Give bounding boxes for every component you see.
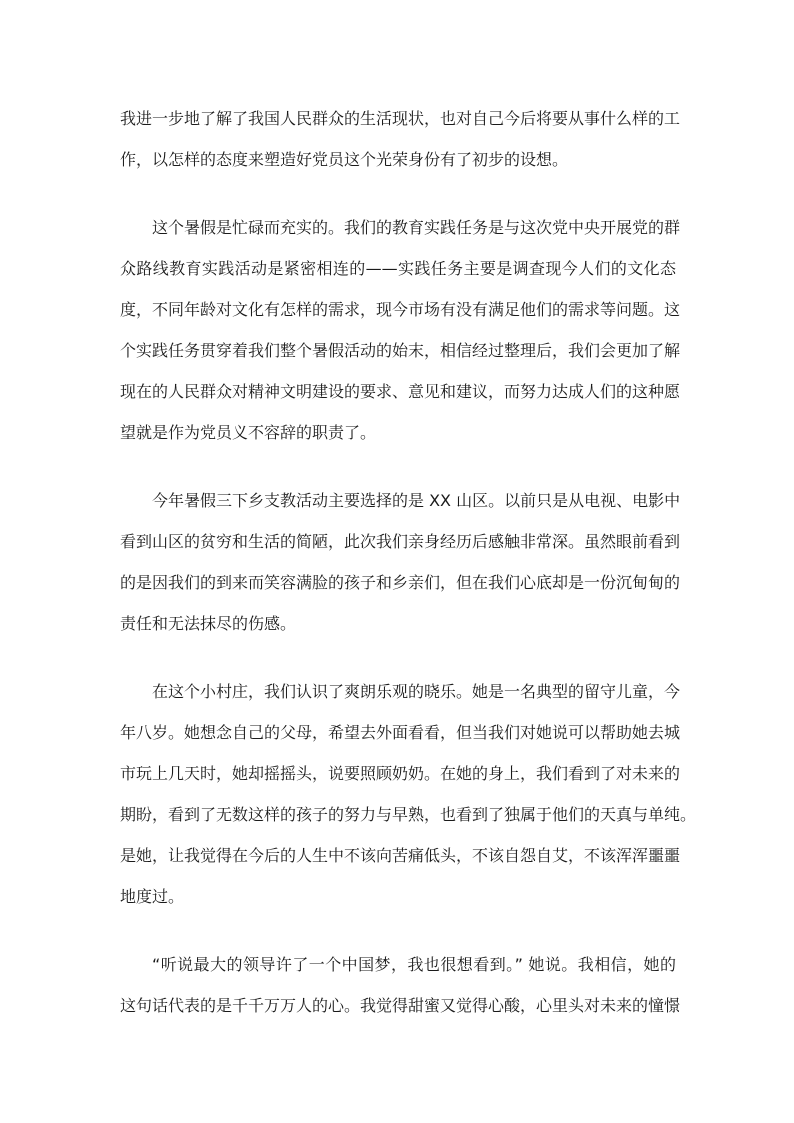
text-line: 这个暑假是忙碌而充实的。我们的教育实践任务是与这次党中央开展党的群 [152,218,681,237]
text-line: 是她，让我觉得在今后的人生中不该向苦痛低头，不该自怨自艾，不该浑浑噩噩 [120,846,681,865]
text-line: “听说最大的领导许了一个中国梦，我也很想看到。” 她说。我相信，她的 [152,955,676,974]
text-line: 这句话代表的是千千万万人的心。我觉得甜蜜又觉得心酸，心里头对未来的憧憬 [120,996,681,1015]
text-line: 责任和无法抹尽的伤感。 [120,614,297,633]
text-line: 今年暑假三下乡支教活动主要选择的是 XX 山区。以前只是从电视、电影中 [152,491,681,510]
text-line: 的是因我们的到来而笑容满脸的孩子和乡亲们，但在我们心底却是一份沉甸甸的 [120,573,681,592]
paragraph [120,678,697,910]
paragraph [120,951,681,1019]
document-body [120,105,697,1019]
text-line: 看到山区的贫穷和生活的简陋，此次我们亲身经历后感触非常深。虽然眼前看到 [120,532,681,551]
text-line: 望就是作为党员义不容辞的职责了。 [120,423,377,442]
text-line: 在这个小村庄，我们认识了爽朗乐观的晓乐。她是一名典型的留守儿童，今 [152,682,681,701]
text-line: 个实践任务贯穿着我们整个暑假活动的始末，相信经过整理后，我们会更加了解 [120,341,681,360]
text-line: 地度过。 [120,887,185,906]
text-line: 众路线教育实践活动是紧密相连的——实践任务主要是调查现今人们的文化态 [120,259,676,278]
paragraph [120,214,681,446]
text-line: 年八岁。她想念自己的父母，希望去外面看看，但当我们对她说可以帮助她去城 [120,723,681,742]
text-line: 度，不同年龄对文化有怎样的需求，现今市场有没有满足他们的需求等问题。这 [120,300,681,319]
text-line: 作，以怎样的态度来塑造好党员这个光荣身份有了初步的设想。 [120,150,569,169]
paragraph [120,487,681,637]
text-line: 期盼，看到了无数这样的孩子的努力与早熟，也看到了独属于他们的天真与单纯。 [120,805,697,824]
text-line: 我进一步地了解了我国人民群众的生活现状，也对自己今后将要从事什么样的工 [120,109,681,128]
paragraph [120,105,681,173]
text-line: 现在的人民群众对精神文明建设的要求、意见和建议，而努力达成人们的这种愿 [120,382,681,401]
text-line: 市玩上几天时，她却摇摇头，说要照顾奶奶。在她的身上，我们看到了对未来的 [120,764,681,783]
